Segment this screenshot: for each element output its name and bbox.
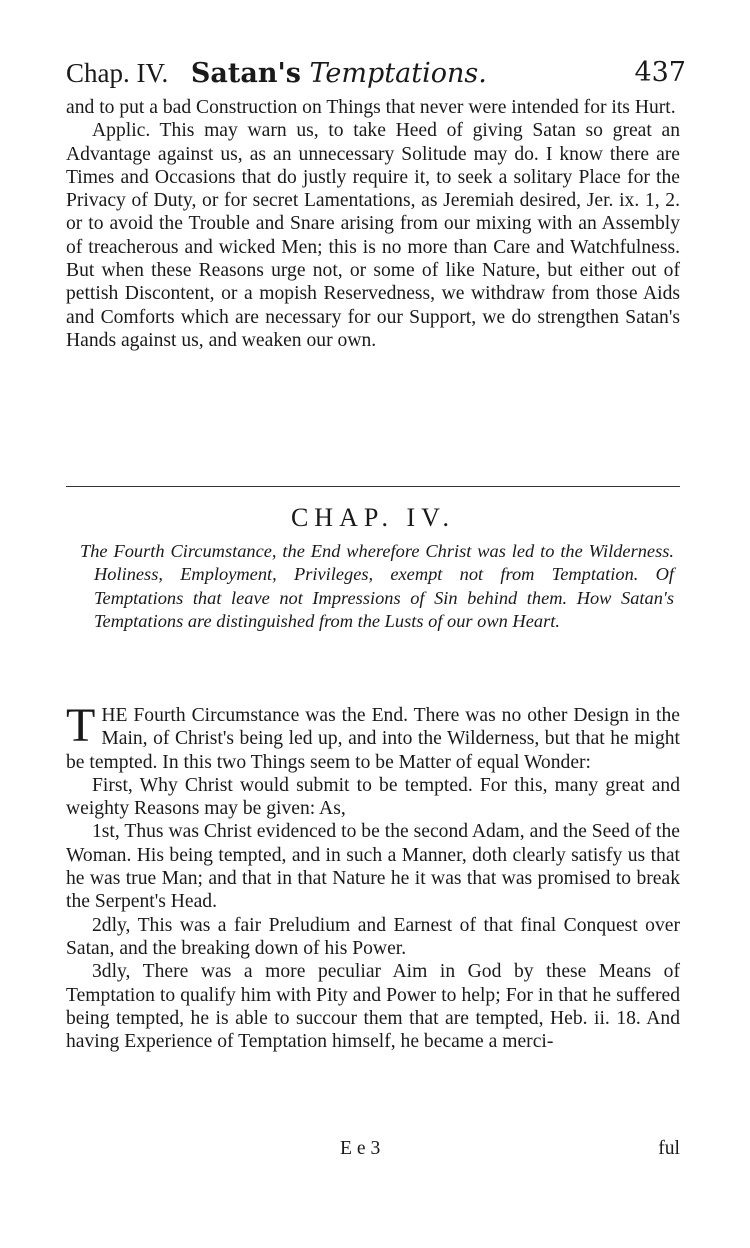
first-paragraph-text: HE Fourth Circumstance was the End. There was no other Design in the Main, of Christ's being led up, and into the Wilderness, but that he might be tempted. In this two Things seem to be Matter of equal Wonder:: [66, 705, 680, 773]
paragraph: Applic. This may warn us, to take Heed of giving Satan so great an Advantage against us, as an unnecessary Solitude may do. I know there are Times and Occasions that do justly require it, to seek a solitary Place for the Privacy of Duty, or for secret Lamentations, as Jeremiah desired, Jer. ix. 1, 2. or to avoid the Trouble and Snare arising from our mixing with an Assembly of treacherous and wicked Men; this is no more than Care and Watchfulness. But when these Reasons urge not, or some of like Nature, but either out of pettish Discontent, or a mopish Reservedness, we withdraw from those Aids and Comforts which are necessary for our Support, we do strengthen Satan's Hands against us, and weaken our own.: [66, 120, 680, 351]
page-number: 437: [634, 57, 686, 88]
running-head: [66, 56, 686, 91]
paragraph: 1st, Thus was Christ evidenced to be the second Adam, and the Seed of the Woman. His being tempted, and in such a Manner, doth clearly satisfy us that he was true Man; and that in that Nature he it was that was promised to break the Serpent's Head.: [66, 821, 680, 913]
paragraph: First, Why Christ would submit to be tempted. For this, many great and weighty Reasons may be given: As,: [66, 774, 680, 820]
section-rule: [66, 486, 680, 487]
paragraph: and to put a bad Construction on Things that never were intended for its Hurt.: [66, 97, 676, 118]
running-head-chapter: Chap. IV.: [66, 58, 169, 88]
running-head-title-blackletter: Satan's: [190, 58, 301, 89]
signature-mark: E e 3: [340, 1138, 381, 1159]
chapter-text: [66, 699, 680, 1053]
chapter-heading: CHAP. IV.: [290, 503, 456, 532]
running-head-title: [191, 58, 487, 89]
paragraph: 3dly, There was a more peculiar Aim in God by these Means of Temptation to qualify him with Pity and Power to help; For in that he suffered being tempted, he is able to succour them that are tempted, Heb. ii. 18. And having Experience of Temptation himself, he became a merci-: [66, 961, 680, 1053]
running-head-title-italic: Temptations.: [309, 58, 487, 89]
drop-cap: T: [66, 699, 96, 752]
preceding-text: [66, 96, 680, 352]
paragraph: 2dly, This was a fair Preludium and Earnest of that final Conquest over Satan, and the breaking down of his Power.: [66, 914, 680, 959]
chapter-summary: The Fourth Circumstance, the End wherefore Christ was led to the Wilderness. Holiness, Employment, Privileges, exempt not from Temptation. Of Temptations that leave not Impressions of Sin behind them. How Satan's Temptations are distinguished from the Lusts of our own Heart.: [80, 541, 674, 631]
catchword: ful: [658, 1138, 680, 1159]
first-paragraph: [66, 699, 680, 774]
